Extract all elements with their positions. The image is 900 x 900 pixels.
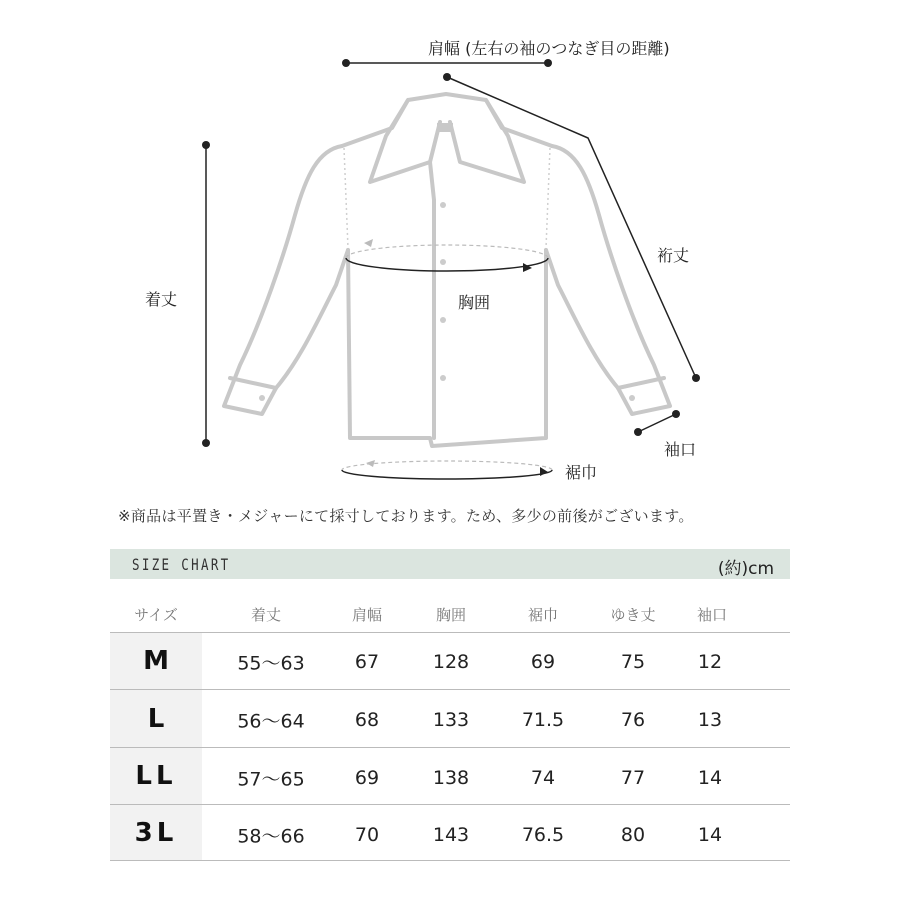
cell-cuff: 13: [697, 709, 723, 731]
shoulder-label: 肩幅 (左右の袖のつなぎ目の距離): [428, 39, 670, 58]
cell-chest: 143: [432, 824, 470, 846]
cell-length: 55〜63: [237, 652, 305, 675]
size-cell-l: L: [110, 690, 202, 747]
cell-length: 57〜65: [237, 768, 305, 791]
cell-shoulder: 70: [354, 824, 380, 846]
cell-cuff: 14: [697, 767, 723, 789]
header-shoulder: 肩幅: [351, 606, 383, 624]
cell-shoulder: 67: [354, 651, 380, 673]
cell-shoulder: 68: [354, 709, 380, 731]
cell-chest: 128: [432, 651, 470, 673]
collar-tag: [437, 123, 453, 132]
size-cell-ll: LL: [110, 748, 202, 804]
chest-measure-ellipse: [346, 239, 548, 272]
length-label: 着丈: [145, 290, 178, 309]
header-size: サイズ: [134, 606, 178, 624]
cell-hem: 76.5: [521, 824, 565, 846]
cell-cuff: 12: [697, 651, 723, 673]
cell-chest: 133: [432, 709, 470, 731]
cell-yuki: 75: [620, 651, 646, 673]
row-divider: [110, 689, 790, 690]
measurement-note: ※商品は平置き・メジャーにて採寸しております。ため、多少の前後がございます。: [118, 507, 694, 525]
length-measure-line: [202, 141, 210, 447]
cell-length: 58〜66: [237, 825, 305, 848]
cell-length: 56〜64: [237, 710, 305, 733]
sleeve-length-measure-line: [443, 73, 700, 382]
size-chart-unit: (約)cm: [717, 559, 774, 579]
cell-chest: 138: [432, 767, 470, 789]
cell-hem: 74: [530, 767, 556, 789]
cell-hem: 69: [530, 651, 556, 673]
cell-shoulder: 69: [354, 767, 380, 789]
size-chart-title: SIZE CHART: [132, 555, 231, 574]
cell-hem: 71.5: [521, 709, 565, 731]
row-divider: [110, 632, 790, 633]
hem-label: 裾巾: [565, 463, 598, 482]
header-cuff: 袖口: [696, 606, 728, 624]
cell-yuki: 77: [620, 767, 646, 789]
header-hem: 裾巾: [527, 606, 559, 624]
row-divider: [110, 804, 790, 805]
shirt-outline: [224, 94, 670, 446]
hem-measure-ellipse: [342, 460, 552, 479]
header-chest: 胸囲: [435, 606, 467, 624]
header-yuki: ゆき丈: [610, 606, 656, 624]
buttons: [259, 202, 635, 401]
size-chart-header: [110, 549, 790, 579]
chest-label: 胸囲: [458, 293, 491, 312]
cuff-label: 袖口: [664, 440, 697, 459]
size-cell-3l: 3L: [110, 805, 202, 860]
cell-yuki: 80: [620, 824, 646, 846]
cell-yuki: 76: [620, 709, 646, 731]
header-length: 着丈: [250, 606, 282, 624]
shoulder-measure-line: [342, 59, 552, 67]
cell-cuff: 14: [697, 824, 723, 846]
sleeve-length-label: 裄丈: [657, 246, 690, 265]
row-divider: [110, 747, 790, 748]
row-divider: [110, 860, 790, 861]
size-cell-m: M: [110, 633, 202, 689]
